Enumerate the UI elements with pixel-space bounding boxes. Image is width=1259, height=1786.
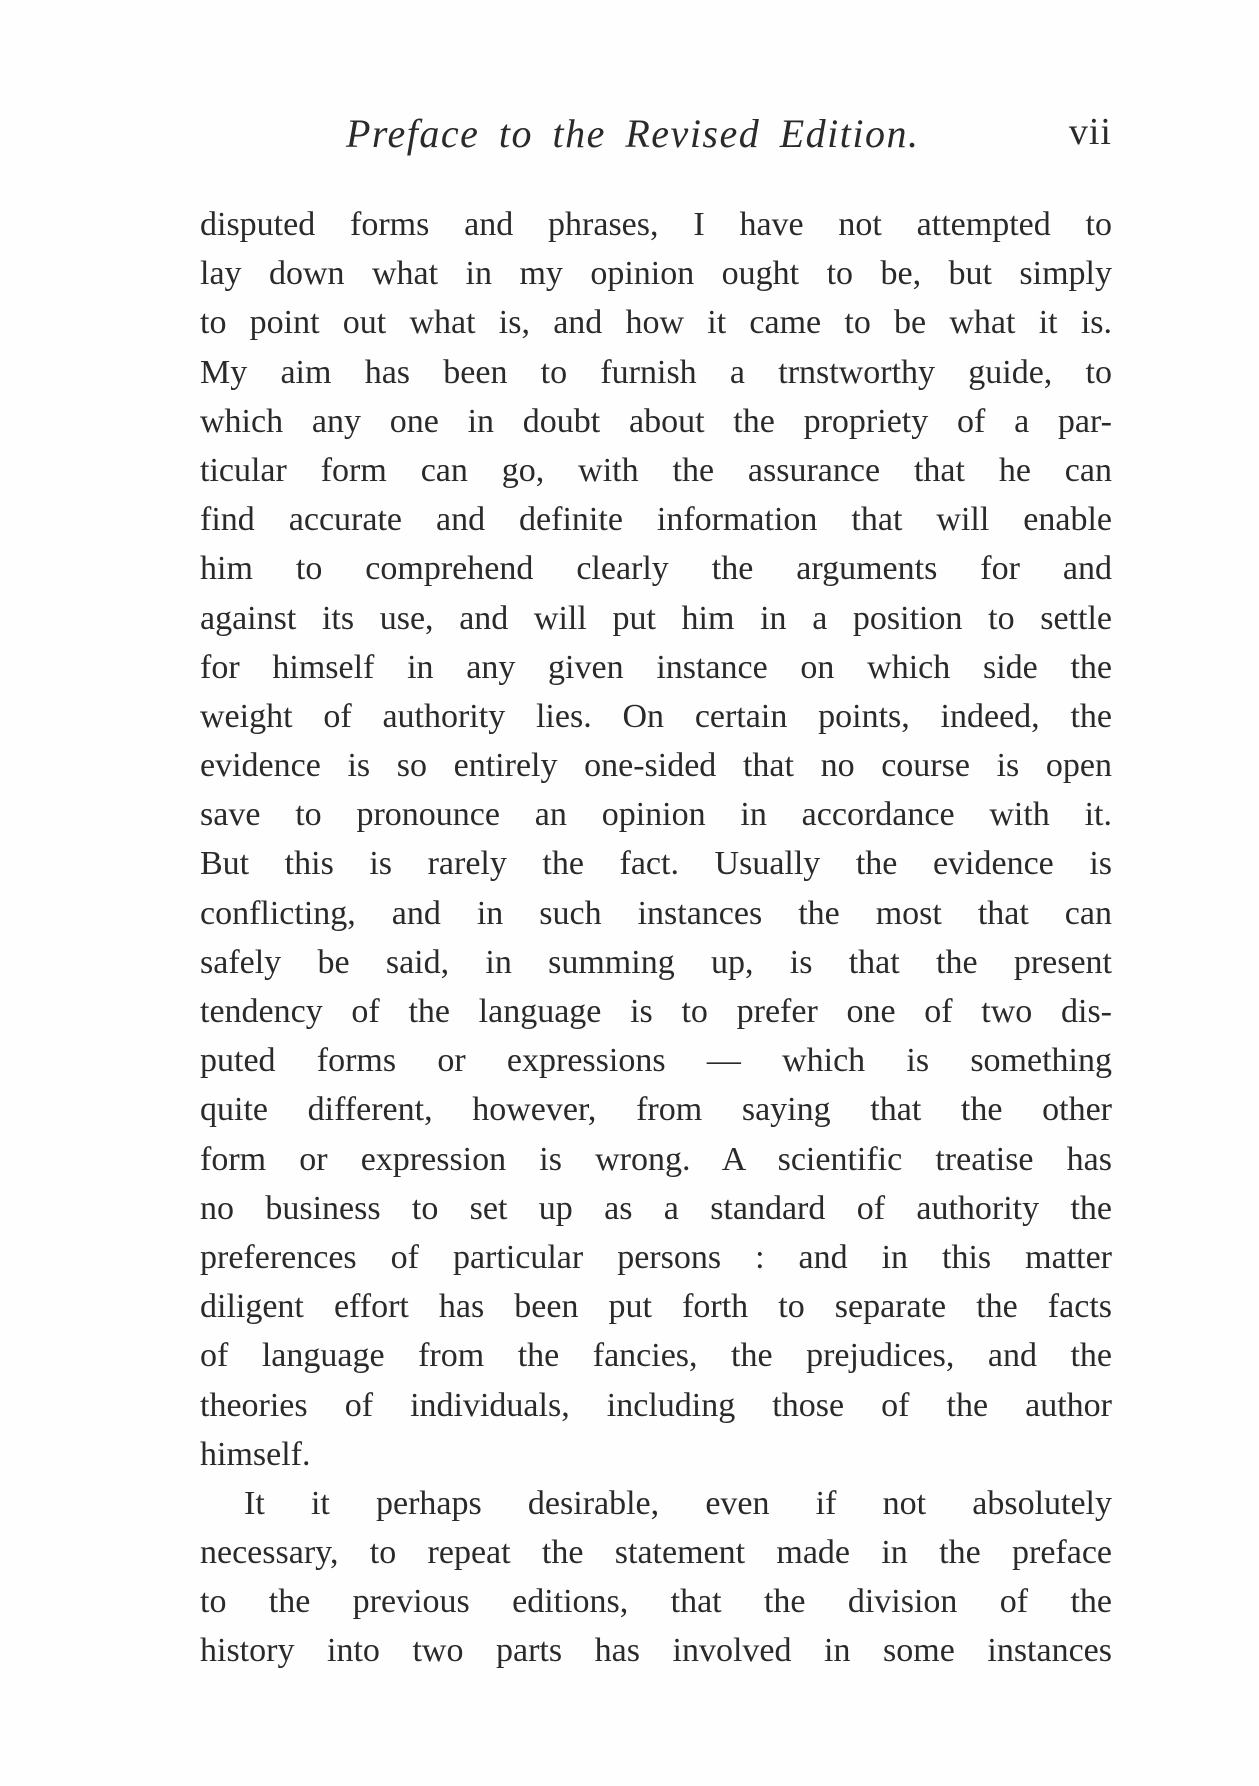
text-line: puted forms or expressions — which is something — [200, 1042, 1112, 1080]
text-line: disputed forms and phrases, I have not attempted to — [200, 206, 1112, 243]
text-line: save to pronounce an opinion in accordance with it. — [200, 796, 1112, 834]
page-number: vii — [1068, 111, 1112, 153]
text-line: weight of authority lies. On certain points, indeed, the — [200, 697, 1112, 735]
text-line: against its use, and will put him in a position to settle — [200, 599, 1112, 637]
text-line: him to comprehend clearly the arguments for and — [200, 550, 1112, 588]
text-line: no business to set up as a standard of authority the — [200, 1189, 1112, 1227]
running-title: Preface to the Revised Edition. — [346, 111, 920, 156]
text-line: But this is rarely the fact. Usually the evidence is — [200, 845, 1112, 883]
text-line: tendency of the language is to prefer one of two dis- — [200, 993, 1112, 1030]
text-line: My aim has been to furnish a trnstworthy guide, to — [200, 353, 1112, 391]
text-line: theories of individuals, including those of the author — [200, 1386, 1112, 1424]
text-line: to point out what is, and how it came to be what it is. — [200, 304, 1112, 342]
text-line: form or expression is wrong. A scientific treatise has — [200, 1140, 1112, 1178]
text-line: lay down what in my opinion ought to be, but simply — [200, 255, 1112, 293]
text-line: history into two parts has involved in some instances — [200, 1632, 1112, 1670]
text-line: diligent effort has been put forth to separate the facts — [200, 1288, 1112, 1326]
text-line: ticular form can go, with the assurance that he can — [200, 451, 1112, 489]
text-line: conflicting, and in such instances the most that can — [200, 894, 1112, 932]
text-line: which any one in doubt about the propriety of a par- — [200, 402, 1112, 440]
text-line: of language from the fancies, the prejudices, and the — [200, 1337, 1112, 1375]
text-line: himself. — [200, 1435, 311, 1473]
text-line: preferences of particular persons : and in this matter — [200, 1238, 1112, 1276]
paragraph-2 — [200, 1479, 1112, 1676]
paragraph-1 — [200, 200, 1112, 1479]
text-line: necessary, to repeat the statement made in the preface — [200, 1534, 1112, 1572]
text-line: find accurate and definite information that will enable — [200, 501, 1112, 539]
text-line: quite different, however, from saying that the other — [200, 1091, 1112, 1129]
text-line: to the previous editions, that the division of the — [200, 1583, 1112, 1621]
text-line: safely be said, in summing up, is that the present — [200, 943, 1112, 981]
text-line: for himself in any given instance on which side the — [200, 648, 1112, 686]
text-line: It it perhaps desirable, even if not absolutely — [244, 1484, 1112, 1522]
running-head — [200, 110, 1112, 160]
body-text — [200, 200, 1112, 1676]
text-line: evidence is so entirely one-sided that no course is open — [200, 747, 1112, 785]
